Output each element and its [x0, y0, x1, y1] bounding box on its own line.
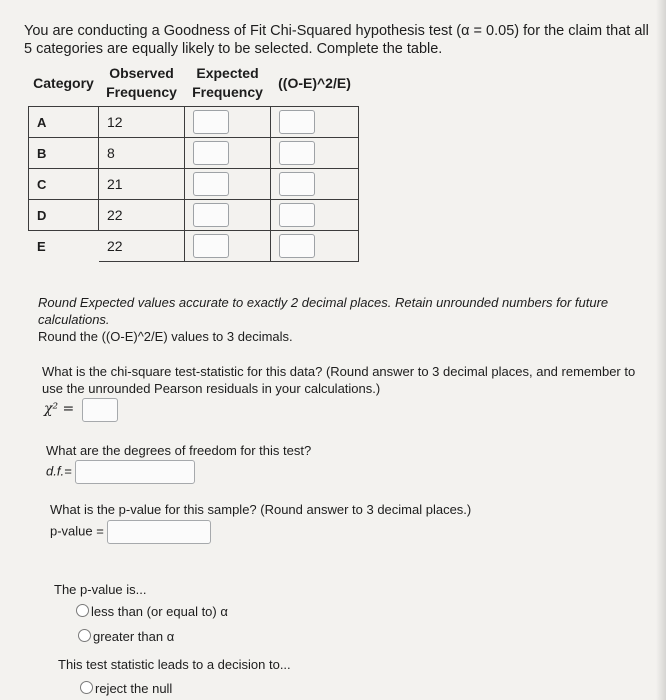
observed-cell: 22	[99, 231, 185, 262]
chi-square-answer-row	[44, 398, 118, 422]
chi-square-table	[28, 60, 359, 262]
df-label: d.f.=	[46, 463, 72, 479]
pvalue-answer-row	[50, 520, 211, 544]
observed-cell: 22	[99, 200, 185, 231]
pvalue-compare-question: The p-value is...	[54, 582, 147, 597]
intro-text: You are conducting a Goodness of Fit Chi-Squared hypothesis test (α = 0.05) for the claim that all 5 categories are equally likely to be selected. Complete the table.	[24, 23, 649, 57]
chi-square-label: χ² =	[44, 401, 75, 418]
option-greater-than[interactable]: greater than α	[78, 629, 174, 644]
table-row	[29, 200, 359, 231]
expected-input-e[interactable]	[193, 234, 229, 258]
rounding-notes	[38, 294, 638, 345]
oe-input-b[interactable]	[279, 141, 315, 165]
page-edge-shadow	[656, 0, 666, 700]
header-oe: ((O-E)^2/E)	[278, 74, 351, 91]
oe-input-e[interactable]	[279, 234, 315, 258]
decision-question: This test statistic leads to a decision to...	[58, 657, 291, 672]
expected-input-c[interactable]	[193, 172, 229, 196]
radio-icon[interactable]	[76, 604, 89, 617]
rounding-note-oe: Round the ((O-E)^2/E) values to 3 decimals.	[38, 329, 293, 344]
category-cell: E	[37, 238, 46, 254]
table-row	[29, 169, 359, 200]
category-cell: A	[29, 107, 99, 138]
oe-input-a[interactable]	[279, 110, 315, 134]
category-cell: B	[29, 138, 99, 169]
expected-input-b[interactable]	[193, 141, 229, 165]
radio-icon[interactable]	[80, 681, 93, 694]
expected-input-d[interactable]	[193, 203, 229, 227]
header-observed: Observed Frequency	[106, 65, 177, 100]
radio-icon[interactable]	[78, 629, 91, 642]
expected-input-a[interactable]	[193, 110, 229, 134]
option-reject-null[interactable]: reject the null	[80, 681, 172, 696]
chi-square-input[interactable]	[82, 398, 118, 422]
table-header-row	[29, 60, 359, 107]
header-expected: Expected Frequency	[192, 65, 263, 100]
pvalue-input[interactable]	[107, 520, 211, 544]
oe-input-d[interactable]	[279, 203, 315, 227]
table-row	[29, 107, 359, 138]
oe-input-c[interactable]	[279, 172, 315, 196]
pvalue-question: What is the p-value for this sample? (Round answer to 3 decimal places.)	[50, 502, 472, 517]
table-row	[29, 231, 359, 262]
chi-square-question: What is the chi-square test-statistic for this data? (Round answer to 3 decimal places, and remember to use the unrounded Pearson residuals in your calculations.)	[42, 364, 636, 396]
header-category: Category	[33, 74, 94, 91]
option-less-than[interactable]: less than (or equal to) α	[76, 604, 228, 619]
df-answer-row	[46, 460, 195, 484]
observed-cell: 21	[99, 169, 185, 200]
category-cell: D	[29, 200, 99, 231]
df-input[interactable]	[75, 460, 195, 484]
df-question: What are the degrees of freedom for this test?	[46, 443, 312, 458]
rounding-note-expected: Round Expected values accurate to exactly 2 decimal places. Retain unrounded numbers for future calculations.	[38, 295, 609, 327]
category-cell: C	[29, 169, 99, 200]
observed-cell: 12	[99, 107, 185, 138]
observed-cell: 8	[99, 138, 185, 169]
table-row	[29, 138, 359, 169]
pvalue-label: p-value =	[50, 523, 104, 539]
